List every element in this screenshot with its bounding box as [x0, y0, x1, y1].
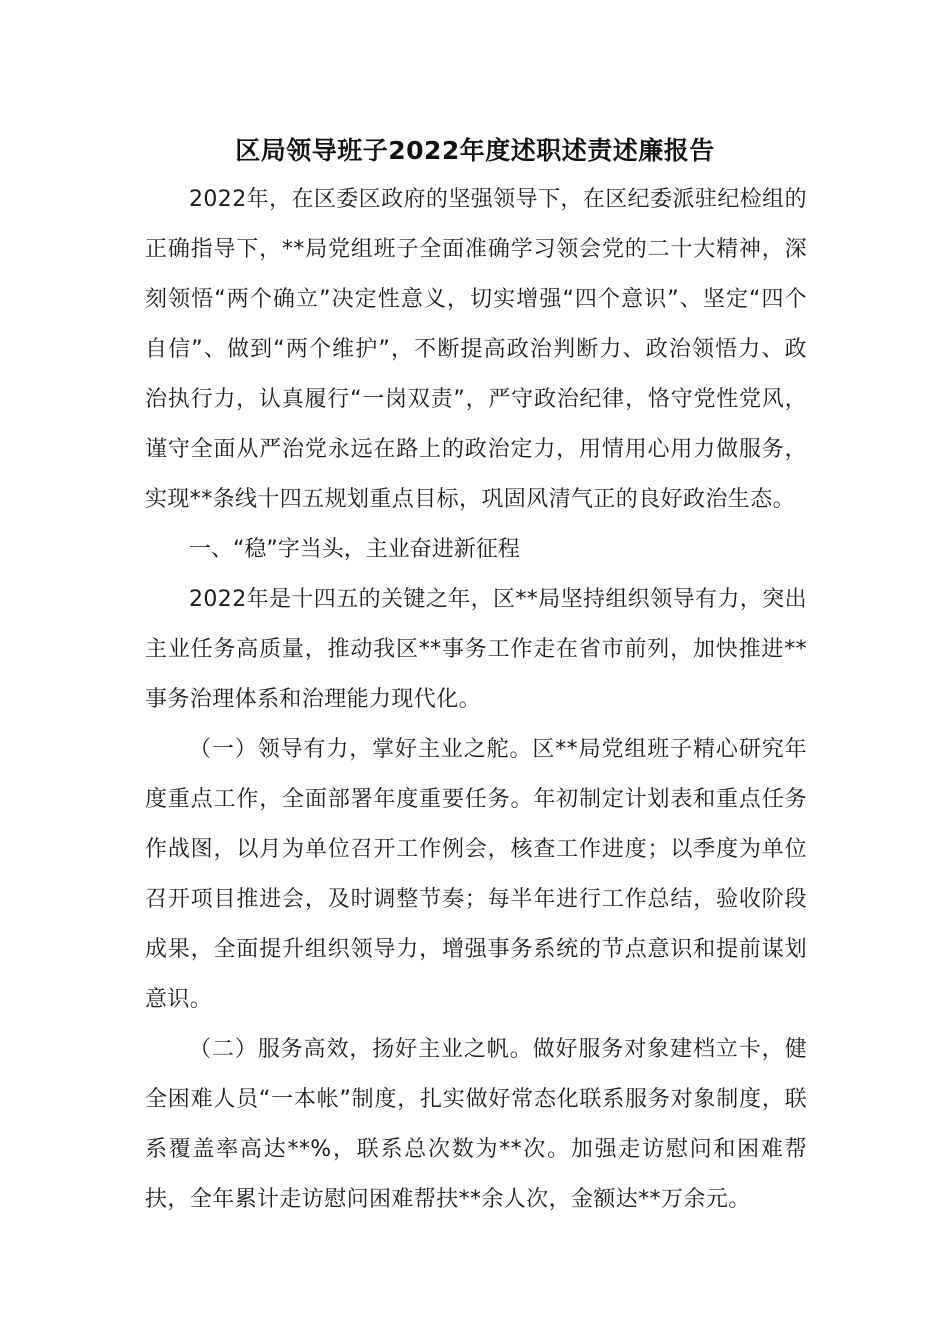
paragraph-intro: 2022年，在区委区政府的坚强领导下，在区纪委派驻纪检组的正确指导下，**局党组班子全面准确学习领会党的二十大精神，深刻领悟“两个确立”决定性意义，切实增强“四个意识”、坚定“四个自信”、做到“两个维护”，不断提高政治判断力、政治领悟力、政治执行力，认真履行“一岗双责”，严守政治纪律，恪守党性党风，谨守全面从严治党永远在路上的政治定力，用情用心用力做服务，实现**条线十四五规划重点目标，巩固风清气正的良好政治生态。 — [145, 187, 807, 512]
paragraph-section-1-intro: 2022年是十四五的关键之年，区**局坚持组织领导有力，突出主业任务高质量，推动我区**事务工作走在省市前列，加快推进**事务治理体系和治理能力现代化。 — [145, 587, 807, 712]
paragraph-subsection-2: （二）服务高效，扬好主业之帆。做好服务对象建档立卡，健全困难人员“一本帐”制度，扎实做好常态化联系服务对象制度，联系覆盖率高达**%，联系总次数为**次。加强走访慰问和困难帮扶，全年累计走访慰问困难帮扶**余人次，金额达**万余元。 — [145, 1037, 807, 1212]
section-heading-1: 一、“稳”字当头，主业奋进新征程 — [189, 537, 520, 562]
document-body — [145, 175, 807, 1225]
document-title: 区局领导班子2022年度述职述责述廉报告 — [235, 136, 715, 165]
paragraph-subsection-1: （一）领导有力，掌好主业之舵。区**局党组班子精心研究年度重点工作，全面部署年度重要任务。年初制定计划表和重点任务作战图，以月为单位召开工作例会，核查工作进度；以季度为单位召开项目推进会，及时调整节奏；每半年进行工作总结，验收阶段成果，全面提升组织领导力，增强事务系统的节点意识和提前谋划意识。 — [145, 737, 807, 1012]
